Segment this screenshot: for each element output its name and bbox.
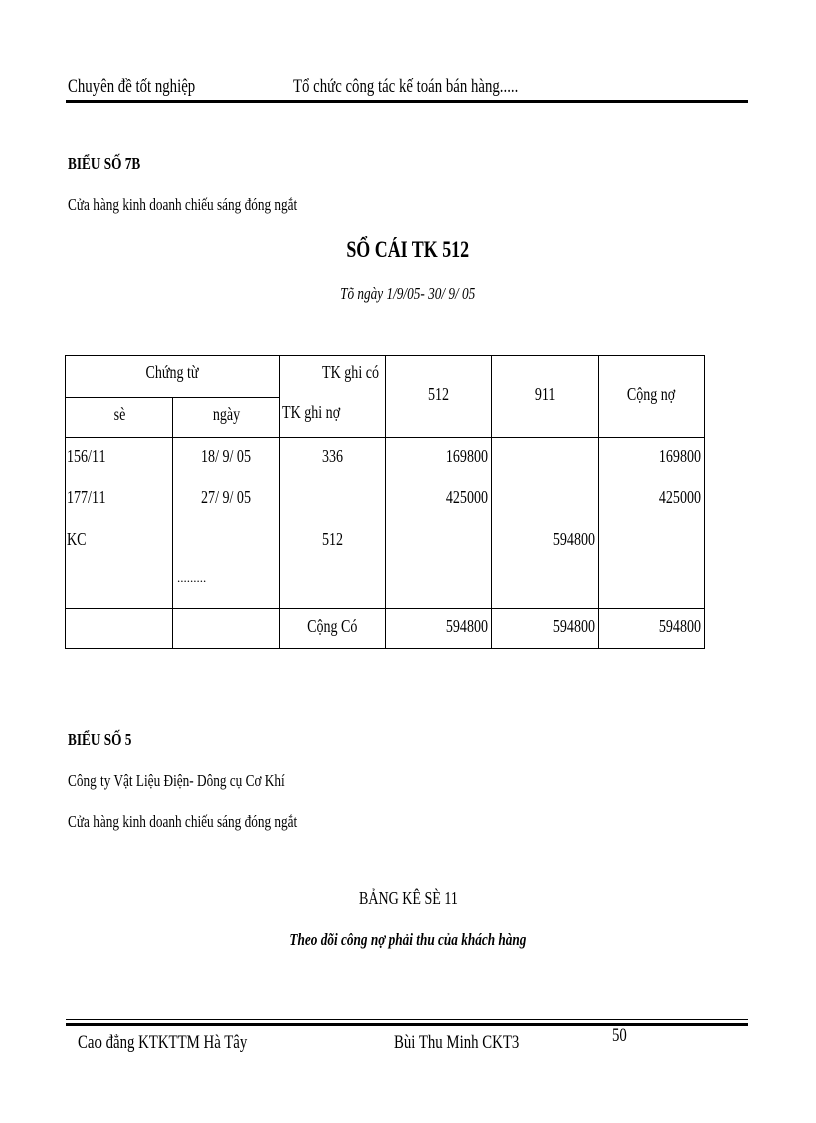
section1-label: BIỂU SỐ 7B	[68, 154, 141, 173]
ledger-total-row	[66, 609, 705, 649]
footer-rule-top	[66, 1019, 748, 1020]
footer-rule-bottom	[66, 1023, 748, 1026]
header-tk-ghi-no: TK ghi nợ	[282, 402, 341, 422]
section1-period: Tõ ngày 1/9/05- 30/ 9/ 05	[340, 284, 476, 303]
ledger-header-row	[66, 356, 705, 398]
col-so	[66, 438, 173, 609]
row3-tk: 512	[321, 529, 344, 549]
section2-label: BIỂU SỐ 5	[68, 730, 132, 749]
row1-tk: 336	[321, 446, 344, 466]
row1-512: 169800	[445, 446, 488, 466]
row1-ngay: 18/ 9/ 05	[201, 446, 251, 466]
col-512	[386, 438, 492, 609]
section1-store: Cửa hàng kinh doanh chiếu sáng đóng ngắt	[68, 195, 298, 214]
col-ngay	[173, 438, 280, 609]
header-left: Chuyên đề tốt nghiệp	[68, 76, 196, 97]
row1-cong-no: 169800	[658, 446, 701, 466]
section2-company: Công ty Vật Liệu Điện- Dông cụ Cơ Khí	[68, 771, 285, 790]
ledger-table	[65, 355, 705, 649]
header-512: 512	[386, 356, 492, 438]
col-cong-no	[599, 438, 705, 609]
row2-so: 177/11	[67, 487, 106, 507]
dots: .........	[177, 570, 207, 585]
header-center: Tổ chức công tác kế toán bán hàng.....	[293, 76, 519, 97]
total-empty-1	[66, 609, 173, 649]
col-tk	[280, 438, 386, 609]
ledger-body	[66, 438, 705, 609]
section2-title: BẢNG KÊ SÈ 11	[358, 888, 458, 908]
header-so: sè	[66, 398, 173, 438]
total-cong-no: 594800	[599, 609, 705, 649]
section2-subtitle: Theo dõi công nợ phải thu của khách hàng	[289, 930, 527, 949]
row2-512: 425000	[445, 487, 488, 507]
row1-so: 156/11	[67, 446, 106, 466]
total-911: 594800	[492, 609, 599, 649]
header-cong-no: Cộng nợ	[599, 356, 705, 438]
header-ngay: ngày	[173, 398, 280, 438]
row2-ngay: 27/ 9/ 05	[201, 487, 251, 507]
section2-store: Cửa hàng kinh doanh chiếu sáng đóng ngắt	[68, 812, 298, 831]
header-tk-ghi-co: TK ghi có	[322, 362, 379, 382]
header-tk	[280, 356, 386, 438]
page-number: 50	[612, 1025, 627, 1046]
footer-left: Cao đẳng KTKTTM Hà Tây	[78, 1032, 248, 1053]
header-chung-tu: Chứng từ	[66, 356, 280, 398]
header-911: 911	[492, 356, 599, 438]
total-512: 594800	[386, 609, 492, 649]
row3-911: 594800	[552, 529, 595, 549]
total-empty-2	[173, 609, 280, 649]
total-label: Cộng Có	[280, 609, 386, 649]
footer-center: Bùi Thu Minh CKT3	[394, 1032, 520, 1053]
row2-cong-no: 425000	[658, 487, 701, 507]
col-911	[492, 438, 599, 609]
row3-so: KC	[67, 529, 87, 549]
header-rule	[66, 100, 748, 103]
section1-title: SỔ CÁI TK 512	[346, 237, 470, 262]
